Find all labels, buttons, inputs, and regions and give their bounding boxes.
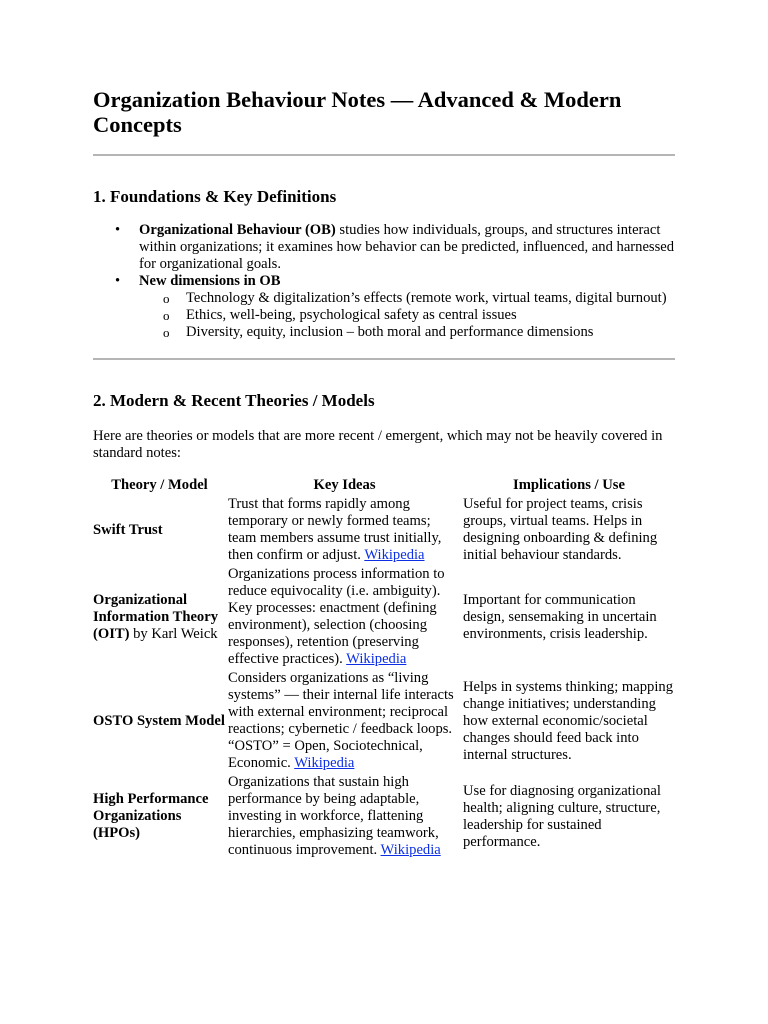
model-cell [93, 566, 226, 668]
ideas-text: Considers organizations as “living systems” — their internal life interacts with external environment; reciprocal reactions; cybernetic / feedback loops. “OSTO” = Open, Sociotechnical, Economic. [228, 670, 454, 771]
column-header-model: Theory / Model [111, 477, 208, 493]
model-name-suffix: by Karl Weick [129, 625, 218, 642]
model-name: Organizational Information Theory (OIT) [93, 591, 218, 642]
ideas-text: Trust that forms rapidly among temporary or newly formed teams; team members assume trust initially, then confirm or adjust. [228, 496, 442, 563]
section-1-heading: 1. Foundations & Key Definitions [93, 187, 337, 206]
model-name: OSTO System Model [93, 712, 225, 729]
model-cell [93, 774, 226, 859]
table-row [93, 496, 675, 564]
list-item-term: New dimensions in OB [139, 273, 281, 289]
wikipedia-link[interactable]: Wikipedia [364, 547, 425, 563]
model-name: Swift Trust [93, 521, 163, 538]
ideas-cell [228, 774, 461, 859]
ideas-cell [228, 670, 461, 772]
list-item [139, 273, 675, 341]
table-row [93, 670, 675, 772]
table-row [93, 774, 675, 859]
sub-list-item: o Diversity, equity, inclusion – both moral and performance dimensions [186, 324, 675, 341]
theories-table [91, 475, 677, 861]
column-header-ideas: Key Ideas [313, 477, 376, 493]
list-item-term: Organizational Behaviour (OB) [139, 222, 336, 238]
sub-list [139, 290, 675, 341]
section-2-intro: Here are theories or models that are more recent / emergent, which may not be heavily covered in standard notes: [93, 428, 663, 461]
wikipedia-link[interactable]: Wikipedia [380, 842, 441, 858]
use-cell: Useful for project teams, crisis groups, virtual teams. Helps in designing onboarding & defining initial behaviour standards. [463, 496, 658, 563]
use-cell: Use for diagnosing organizational health; aligning culture, structure, leadership for sustained performance. [463, 782, 661, 850]
wikipedia-link[interactable]: Wikipedia [346, 651, 407, 667]
list-item [139, 222, 675, 273]
ideas-cell [228, 496, 461, 564]
section-1-list [93, 222, 675, 341]
model-cell [93, 496, 226, 564]
ideas-cell [228, 566, 461, 668]
table-header-row [93, 477, 675, 494]
use-cell: Helps in systems thinking; mapping change initiatives; understanding how external economic/societal changes should feed back into internal structures. [463, 678, 673, 763]
section-2-heading: 2. Modern & Recent Theories / Models [93, 391, 375, 410]
divider [93, 154, 675, 156]
table-row [93, 566, 675, 668]
divider [93, 358, 675, 360]
list-item-text: studies how individuals, groups, and structures interact within organizations; it examines how behavior can be predicted, influenced, and harnessed for organizational goals. [139, 222, 675, 272]
column-header-use: Implications / Use [513, 477, 625, 493]
ideas-text: Organizations process information to reduce equivocality (i.e. ambiguity). Key processes: enactment (defining environment), selection (choosing responses), retention (preserving effective practices). [228, 566, 445, 667]
sub-list-item: o Technology & digitalization’s effects (remote work, virtual teams, digital burnout) [186, 290, 675, 307]
model-cell [93, 670, 226, 772]
model-name: High Performance Organizations (HPOs) [93, 791, 209, 841]
use-cell: Important for communication design, sensemaking in uncertain environments, crisis leadership. [463, 591, 657, 642]
ideas-text: Organizations that sustain high performance by being adaptable, investing in workforce, flattening hierarchies, emphasizing teamwork, continuous improvement. [228, 774, 439, 858]
wikipedia-link[interactable]: Wikipedia [294, 755, 355, 771]
sub-list-item: o Ethics, well-being, psychological safety as central issues [186, 307, 675, 324]
page-title: Organization Behaviour Notes — Advanced & Modern Concepts [93, 87, 622, 137]
